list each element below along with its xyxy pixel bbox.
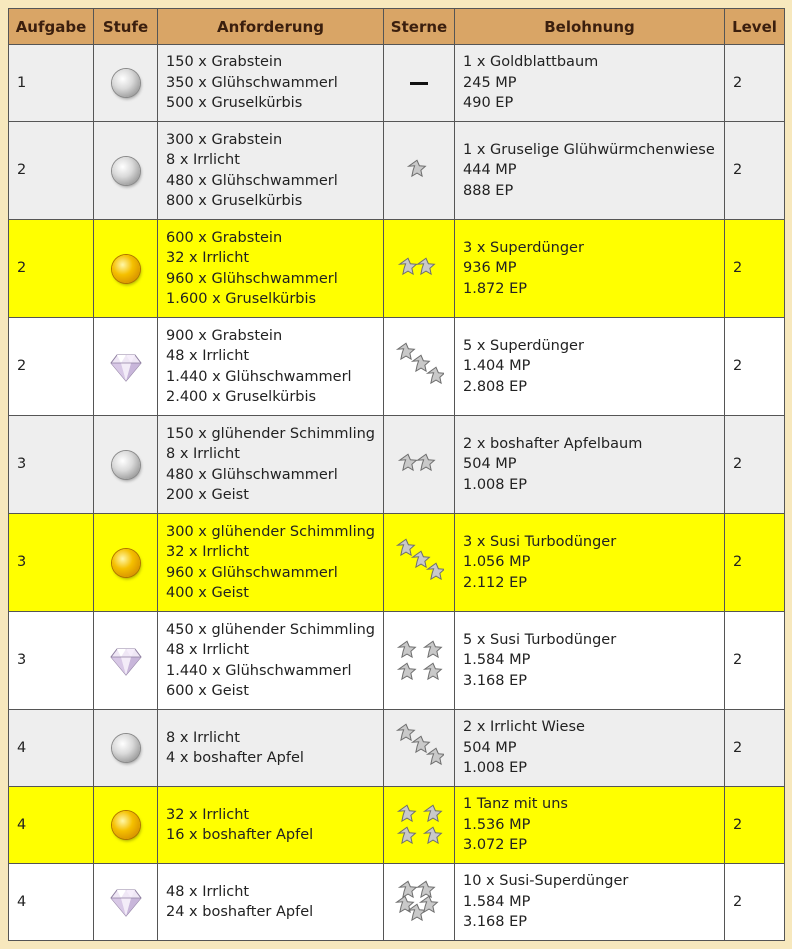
requirement-item: 800 x Gruselkürbis	[166, 193, 303, 209]
reward-item: 3 x Susi Turbodünger	[463, 533, 617, 550]
reward-item: 1.404 MP	[463, 358, 531, 375]
cell-aufgabe: 3	[9, 612, 94, 710]
cell-sterne	[384, 122, 455, 220]
reward-item: 504 MP	[463, 456, 517, 473]
requirement-item: 450 x glühender Schimmling	[166, 621, 375, 638]
table-header-row	[9, 9, 785, 45]
cell-sterne	[384, 864, 455, 941]
reward-item: 1.056 MP	[463, 554, 531, 571]
header-level: Level	[725, 9, 785, 45]
cell-stufe	[94, 787, 158, 864]
star-4-icon	[384, 800, 454, 850]
cell-sterne	[384, 710, 455, 787]
cell-anforderung	[158, 416, 384, 514]
cell-stufe	[94, 318, 158, 416]
cell-belohnung	[455, 220, 725, 318]
reward-item: 1 Tanz mit uns	[463, 796, 568, 813]
cell-aufgabe: 2	[9, 318, 94, 416]
cell-aufgabe: 4	[9, 710, 94, 787]
reward-item: 3.168 EP	[463, 672, 528, 689]
reward-item: 3.072 EP	[463, 837, 528, 854]
cell-belohnung	[455, 514, 725, 612]
cell-stufe	[94, 220, 158, 318]
cell-sterne	[384, 514, 455, 612]
table-row	[9, 122, 785, 220]
diamond-icon	[110, 894, 142, 910]
requirement-item: 32 x Irrlicht	[166, 544, 250, 560]
cell-level: 2	[725, 612, 785, 710]
requirement-item: 32 x Irrlicht	[166, 806, 250, 823]
reward-item: 245 MP	[463, 74, 517, 91]
requirement-item: 1.440 x Glühschwammerl	[166, 368, 352, 385]
header-stufe: Stufe	[94, 9, 158, 45]
silver-coin-icon	[112, 457, 140, 473]
cell-level: 2	[725, 710, 785, 787]
gold-coin-icon	[112, 261, 140, 277]
table-row	[9, 220, 785, 318]
reward-item: 1 x Goldblattbaum	[463, 54, 599, 71]
requirement-item: 48 x Irrlicht	[166, 883, 250, 900]
cell-anforderung	[158, 514, 384, 612]
requirement-item: 16 x boshafter Apfel	[166, 827, 314, 843]
cell-level: 2	[725, 514, 785, 612]
reward-item: 1.872 EP	[463, 280, 528, 297]
table-body	[9, 45, 785, 941]
cell-belohnung	[455, 45, 725, 122]
reward-item: 5 x Susi Turbodünger	[463, 631, 617, 648]
table-row	[9, 612, 785, 710]
cell-belohnung	[455, 122, 725, 220]
requirement-item: 400 x Geist	[166, 585, 249, 601]
requirement-item: 150 x glühender Schimmling	[166, 425, 375, 442]
requirement-item: 32 x Irrlicht	[166, 250, 250, 266]
reward-item: 1.008 EP	[463, 476, 528, 493]
cell-aufgabe: 3	[9, 416, 94, 514]
star-3-icon	[384, 538, 454, 588]
cell-level: 2	[725, 318, 785, 416]
silver-coin-icon	[112, 163, 140, 179]
cell-aufgabe: 1	[9, 45, 94, 122]
requirement-item: 350 x Glühschwammerl	[166, 74, 338, 91]
star-3-icon	[384, 342, 454, 392]
cell-sterne	[384, 45, 455, 122]
cell-belohnung	[455, 612, 725, 710]
cell-aufgabe: 4	[9, 787, 94, 864]
quest-table	[8, 8, 785, 941]
cell-belohnung	[455, 864, 725, 941]
requirement-item: 200 x Geist	[166, 487, 249, 503]
star-2-icon	[384, 244, 454, 294]
cell-stufe	[94, 45, 158, 122]
cell-level: 2	[725, 864, 785, 941]
cell-anforderung	[158, 612, 384, 710]
table-row	[9, 318, 785, 416]
silver-coin-icon	[112, 740, 140, 756]
cell-anforderung	[158, 864, 384, 941]
table-row	[9, 864, 785, 941]
star-2-icon	[384, 440, 454, 490]
requirement-item: 8 x Irrlicht	[166, 446, 240, 462]
requirement-item: 24 x boshafter Apfel	[166, 904, 314, 920]
table-row	[9, 416, 785, 514]
reward-item: 2.112 EP	[463, 574, 528, 591]
dash-icon	[384, 58, 454, 108]
header-anforderung: Anforderung	[158, 9, 384, 45]
cell-level: 2	[725, 416, 785, 514]
cell-level: 2	[725, 787, 785, 864]
table-row	[9, 787, 785, 864]
reward-item: 936 MP	[463, 260, 517, 277]
cell-stufe	[94, 514, 158, 612]
cell-level: 2	[725, 220, 785, 318]
cell-belohnung	[455, 787, 725, 864]
cell-sterne	[384, 220, 455, 318]
reward-item: 1 x Gruselige Glühwürmchenwiese	[463, 141, 715, 158]
star-5-icon	[384, 877, 454, 927]
requirement-item: 900 x Grabstein	[166, 327, 283, 344]
requirement-item: 500 x Gruselkürbis	[166, 95, 303, 112]
gold-coin-icon	[112, 817, 140, 833]
cell-aufgabe: 4	[9, 864, 94, 941]
reward-item: 5 x Superdünger	[463, 337, 584, 354]
cell-sterne	[384, 416, 455, 514]
diamond-icon	[110, 359, 142, 375]
requirement-item: 8 x Irrlicht	[166, 152, 240, 168]
reward-item: 2 x Irrlicht Wiese	[463, 719, 585, 736]
requirement-item: 960 x Glühschwammerl	[166, 564, 338, 581]
cell-aufgabe: 2	[9, 220, 94, 318]
reward-item: 3 x Superdünger	[463, 239, 584, 256]
table-row	[9, 710, 785, 787]
cell-anforderung	[158, 710, 384, 787]
cell-anforderung	[158, 122, 384, 220]
cell-belohnung	[455, 710, 725, 787]
cell-stufe	[94, 122, 158, 220]
cell-aufgabe: 2	[9, 122, 94, 220]
silver-coin-icon	[112, 75, 140, 91]
cell-aufgabe: 3	[9, 514, 94, 612]
cell-belohnung	[455, 318, 725, 416]
cell-sterne	[384, 318, 455, 416]
header-belohnung: Belohnung	[455, 9, 725, 45]
requirement-item: 1.600 x Gruselkürbis	[166, 291, 317, 307]
star-1-icon	[384, 146, 454, 196]
reward-item: 1.536 MP	[463, 816, 531, 833]
requirement-item: 600 x Grabstein	[166, 229, 283, 246]
requirement-item: 48 x Irrlicht	[166, 348, 250, 364]
requirement-item: 150 x Grabstein	[166, 54, 283, 71]
cell-anforderung	[158, 220, 384, 318]
reward-item: 504 MP	[463, 739, 517, 756]
requirement-item: 600 x Geist	[166, 683, 249, 699]
header-sterne: Sterne	[384, 9, 455, 45]
requirement-item: 2.400 x Gruselkürbis	[166, 389, 317, 405]
requirement-item: 960 x Glühschwammerl	[166, 270, 338, 287]
reward-item: 888 EP	[463, 182, 514, 199]
table-row	[9, 45, 785, 122]
star-3-icon	[384, 723, 454, 773]
table-row	[9, 514, 785, 612]
cell-level: 2	[725, 45, 785, 122]
cell-stufe	[94, 864, 158, 941]
requirement-item: 300 x Grabstein	[166, 131, 283, 148]
gold-coin-icon	[112, 555, 140, 571]
cell-stufe	[94, 612, 158, 710]
cell-stufe	[94, 710, 158, 787]
reward-item: 10 x Susi-Superdünger	[463, 873, 629, 890]
reward-item: 444 MP	[463, 162, 517, 179]
reward-item: 1.584 MP	[463, 893, 531, 910]
requirement-item: 300 x glühender Schimmling	[166, 523, 375, 540]
star-4-icon	[384, 636, 454, 686]
requirement-item: 480 x Glühschwammerl	[166, 466, 338, 483]
reward-item: 1.584 MP	[463, 652, 531, 669]
requirement-item: 480 x Glühschwammerl	[166, 172, 338, 189]
cell-sterne	[384, 787, 455, 864]
cell-belohnung	[455, 416, 725, 514]
requirement-item: 1.440 x Glühschwammerl	[166, 662, 352, 679]
reward-item: 1.008 EP	[463, 760, 528, 777]
requirement-item: 48 x Irrlicht	[166, 642, 250, 658]
cell-anforderung	[158, 45, 384, 122]
diamond-icon	[110, 653, 142, 669]
cell-sterne	[384, 612, 455, 710]
cell-anforderung	[158, 318, 384, 416]
cell-level: 2	[725, 122, 785, 220]
reward-item: 3.168 EP	[463, 914, 528, 931]
requirement-item: 4 x boshafter Apfel	[166, 750, 304, 766]
reward-item: 490 EP	[463, 95, 514, 112]
cell-stufe	[94, 416, 158, 514]
header-aufgabe: Aufgabe	[9, 9, 94, 45]
cell-anforderung	[158, 787, 384, 864]
requirement-item: 8 x Irrlicht	[166, 729, 240, 746]
reward-item: 2 x boshafter Apfelbaum	[463, 435, 643, 452]
reward-item: 2.808 EP	[463, 378, 528, 395]
